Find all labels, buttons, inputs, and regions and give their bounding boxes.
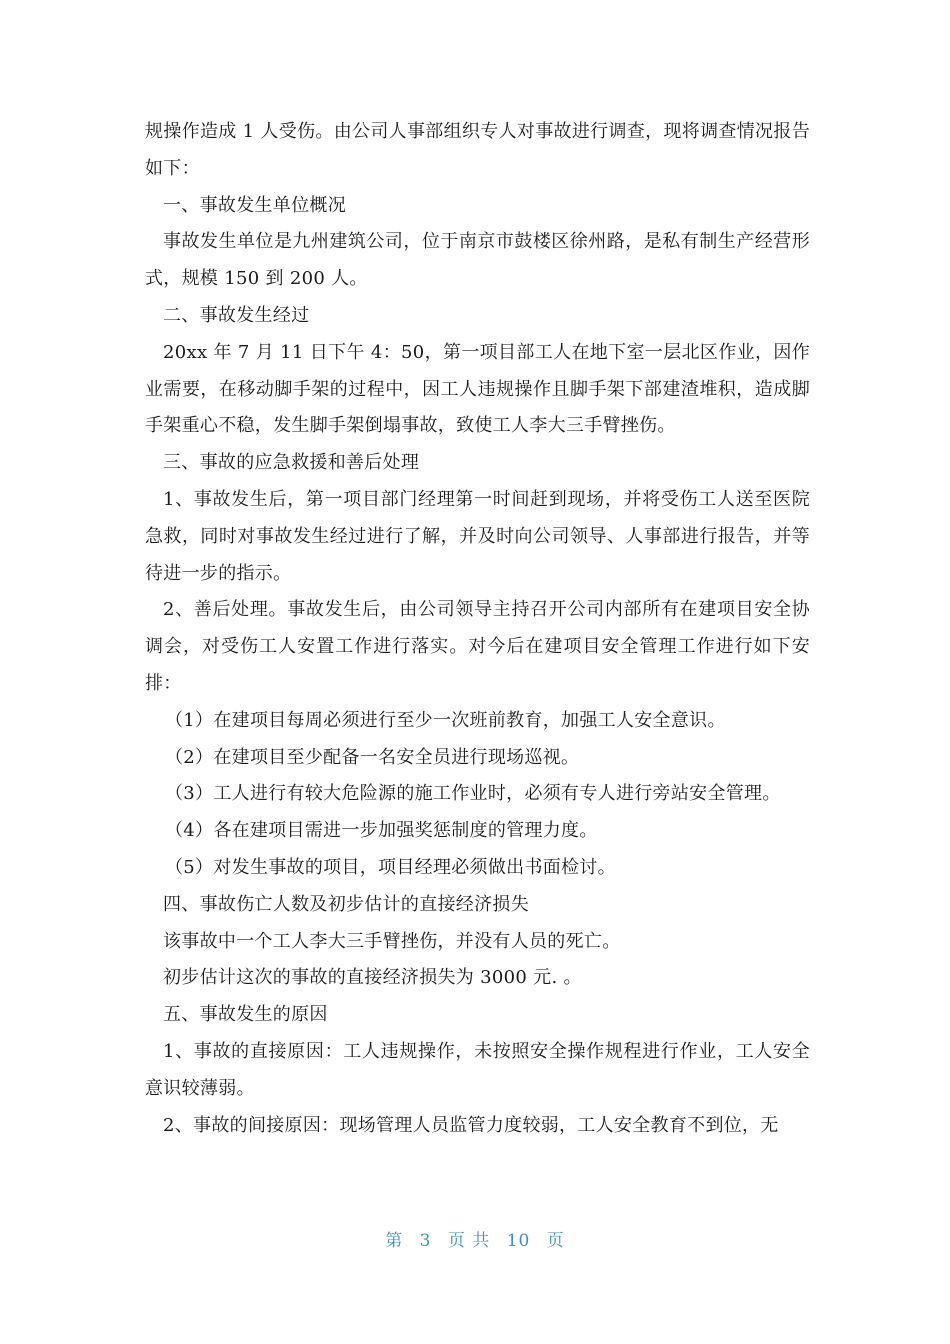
footer-middle: 页 共 (447, 1231, 491, 1251)
list-item: （1）在建项目每周必须进行至少一次班前教育，加强工人安全意识。 (165, 709, 726, 731)
paragraph: 该事故中一个工人李大三手臂挫伤，并没有人员的死亡。 (163, 930, 621, 952)
paragraph: 事故发生单位是九州建筑公司，位于南京市鼓楼区徐州路，是私有制生产经营形式，规模 150 到 200 人。 (145, 231, 810, 290)
paragraph: 1、事故的直接原因：工人违规操作，未按照安全操作规程进行作业，工人安全意识较薄弱。 (145, 1040, 810, 1099)
section-heading: 一、事故发生单位概况 (163, 194, 346, 216)
section-heading: 五、事故发生的原因 (163, 1004, 328, 1026)
paragraph: 1、事故发生后，第一项目部门经理第一时间赶到现场，并将受伤工人送至医院急救，同时对事故发生经过进行了解，并及时向公司领导、人事部进行报告，并等待进一步的指示。 (145, 488, 810, 584)
footer-suffix: 页 (546, 1231, 565, 1251)
page-footer (0, 1226, 950, 1251)
list-item: （3）工人进行有较大危险源的施工作业时，必须有专人进行旁站安全管理。 (165, 783, 781, 805)
paragraph: 2、事故的间接原因：现场管理人员监管力度较弱，工人安全教育不到位，无 (163, 1114, 779, 1136)
current-page-number: 3 (419, 1231, 432, 1251)
paragraph: 20xx 年 7 月 11 日下午 4：50，第一项目部工人在地下室一层北区作业，因作业需要，在移动脚手架的过程中，因工人违规操作且脚手架下部建渣堆积，造成脚手架重心不稳，发生脚手架倒塌事故，致使工人李大三手臂挫伤。 (145, 341, 810, 437)
document-body (145, 114, 810, 1144)
section-heading: 二、事故发生经过 (163, 304, 310, 326)
list-item: （4）各在建项目需进一步加强奖惩制度的管理力度。 (165, 820, 598, 842)
paragraph: 初步估计这次的事故的直接经济损失为 3000 元. 。 (163, 967, 582, 989)
paragraph: 规操作造成 1 人受伤。由公司人事部组织专人对事故进行调查，现将调查情况报告如下： (145, 121, 810, 179)
section-heading: 三、事故的应急救援和善后处理 (163, 452, 420, 474)
section-heading: 四、事故伤亡人数及初步估计的直接经济损失 (163, 893, 529, 915)
footer-prefix: 第 (385, 1231, 404, 1251)
total-page-count: 10 (506, 1231, 531, 1251)
list-item: （5）对发生事故的项目，项目经理必须做出书面检讨。 (165, 856, 616, 878)
paragraph: 2、善后处理。事故发生后，由公司领导主持召开公司内部所有在建项目安全协调会，对受伤工人安置工作进行落实。对今后在建项目安全管理工作进行如下安排： (145, 599, 810, 694)
list-item: （2）在建项目至少配备一名安全员进行现场巡视。 (165, 746, 580, 768)
